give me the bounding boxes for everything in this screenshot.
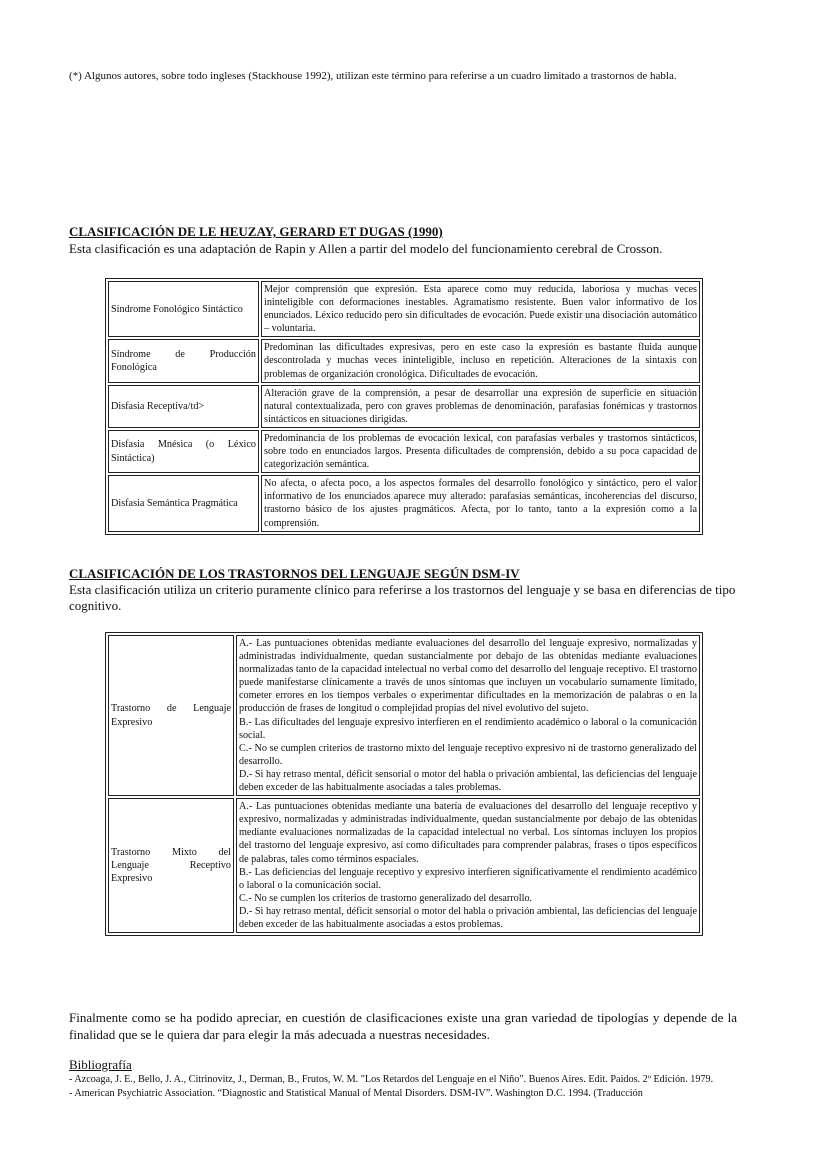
table-row bbox=[108, 339, 700, 382]
row-description: Predominan las dificultades expresivas, pero en este caso la expresión es bastante fluida aunque descontrolada y muchas veces ininteligible, incluso en repetición. Alteraciones de la sintaxis con problemas de organización cronológica. Dificultades de evocación. bbox=[261, 339, 700, 382]
row-label: Disfasia Receptiva/td> bbox=[108, 385, 259, 428]
row-description: Alteración grave de la comprensión, a pesar de desarrollar una expresión de superficie en situación natural contextualizada, pero con graves problemas de denominación, parafasias fonémicas y trastornos sintácticos en situaciones dirigidas. bbox=[261, 385, 700, 428]
row-description: Mejor comprensión que expresión. Esta aparece como muy reducida, laboriosa y muchas veces ininteligible con deformaciones inestables. Agramatismo resistente. Buen valor informativo de los enunciados. Léxico reducido pero sin dificultades de evocación. Puede existir una disociación automático – voluntaria. bbox=[261, 281, 700, 337]
section2-intro: Esta clasificación utiliza un criterio puramente clínico para referirse a los trastornos del lenguaje y se basa en diferencias de tipo cognitivo. bbox=[69, 582, 736, 613]
table-row bbox=[108, 798, 700, 933]
classification-table-heuzay bbox=[105, 278, 703, 535]
section2-title: CLASIFICACIÓN DE LOS TRASTORNOS DEL LENGUAJE SEGÚN DSM-IV bbox=[69, 566, 520, 581]
row-description: Predominancia de los problemas de evocación lexical, con parafasias verbales y trastornos sintácticos, sobre todo en enunciados largos. Presenta dificultades de comprensión, debido a su poca capacidad de categorización semántica. bbox=[261, 430, 700, 473]
classification-table-dsm-iv bbox=[105, 632, 703, 936]
table-row bbox=[108, 430, 700, 473]
row-label: Disfasia Mnésica (o Léxico Sintáctica) bbox=[108, 430, 259, 473]
criterion-a: A.- Las puntuaciones obtenidas mediante una batería de evaluaciones del desarrollo del lenguaje receptivo y expresivo, normalizadas y administradas individualmente, quedan sustancialmente por debajo de las obtenidas mediante evaluaciones normalizadas de la capacidad intelectual no verbal. Los síntomas incluyen los propios del trastorno del lenguaje expresivo, así como dificultades para comprender palabras, frases o tipos específicos de palabras, tales como términos espaciales. bbox=[239, 801, 697, 865]
row-criteria bbox=[236, 798, 700, 933]
criterion-c: C.- No se cumplen criterios de trastorno mixto del lenguaje receptivo expresivo ni de trastorno generalizado del desarrollo. bbox=[239, 742, 697, 767]
criterion-c: C.- No se cumplen los criterios de trastorno generalizado del desarrollo. bbox=[239, 892, 533, 904]
row-label: Síndrome Fonológico Sintáctico bbox=[108, 281, 259, 337]
bibliography-list bbox=[69, 1073, 737, 1101]
bibliography-entry: - Azcoaga, J. E., Bello, J. A., Citrinovitz, J., Derman, B., Frutos, W. M. "Los Retardos del Lenguaje en el Niño". Buenos Aires. Edit. Paidos. 2º Edición. 1979. bbox=[69, 1074, 714, 1085]
footnote: (*) Algunos autores, sobre todo ingleses (Stackhouse 1992), utilizan este término para referirse a un cuadro limitado a trastornos de habla. bbox=[69, 70, 677, 82]
row-label: Trastorno Mixto del Lenguaje Receptivo Expresivo bbox=[108, 798, 234, 933]
table-row bbox=[108, 635, 700, 796]
criterion-b: B.- Las deficiencias del lenguaje receptivo y expresivo interfieren significativamente el rendimiento académico o laboral o la comunicación social. bbox=[239, 866, 697, 891]
bibliography-entry: - American Psychiatric Association. “Diagnostic and Statistical Manual of Mental Disorders. DSM-IV”. Washington D.C. 1994. (Traducción bbox=[69, 1088, 643, 1099]
row-criteria bbox=[236, 635, 700, 796]
table-row bbox=[108, 281, 700, 337]
row-label: Trastorno de Lenguaje Expresivo bbox=[108, 635, 234, 796]
section1-title: CLASIFICACIÓN DE LE HEUZAY, GERARD ET DUGAS (1990) bbox=[69, 224, 443, 239]
section1-intro: Esta clasificación es una adaptación de Rapin y Allen a partir del modelo del funcionamiento cerebral de Crosson. bbox=[69, 241, 663, 256]
criterion-d: D.- Si hay retraso mental, déficit sensorial o motor del habla o privación ambiental, las deficiencias del lenguaje deben exceder de las habitualmente asociadas a estos problemas. bbox=[239, 905, 697, 930]
table-row bbox=[108, 385, 700, 428]
criterion-d: D.- Si hay retraso mental, déficit sensorial o motor del habla o privación ambiental, las deficiencias del lenguaje deben exceder de las habitualmente asociadas a tales problemas. bbox=[239, 768, 697, 794]
closing-paragraph: Finalmente como se ha podido apreciar, en cuestión de clasificaciones existe una gran variedad de tipologías y depende de la finalidad que se le quiera dar para elegir la más adecuada a nuestras necesidades. bbox=[69, 1010, 737, 1042]
criterion-b: B.- Las dificultades del lenguaje expresivo interfieren en el rendimiento académico o laboral o la comunicación social. bbox=[239, 716, 697, 741]
row-label: Disfasia Semántica Pragmática bbox=[108, 475, 259, 531]
row-label: Síndrome de Producción Fonológica bbox=[108, 339, 259, 382]
row-description: No afecta, o afecta poco, a los aspectos formales del desarrollo fonológico y sintáctico, pero el valor informativo de los enunciados aparece muy alterado: parafasias semánticas, incoherencias del discurso, trastorno básico de los ajustes pragmáticos. Afecta, por lo tanto, tanto a la expresión como a la comprensión. bbox=[261, 475, 700, 531]
criterion-a: A.- Las puntuaciones obtenidas mediante evaluaciones del desarrollo del lenguaje expresivo, normalizadas y administradas individualmente, quedan sustancialmente por debajo de las obtenidas mediante evaluaciones normalizadas tanto de la capacidad intelectual no verbal como del desarrollo del lenguaje receptivo. El trastorno puede manifestarse clínicamente a través de unos síntomas que incluyen un vocabulario sumamente limitado, cometer errores en los tiempos verbales o experimentar dificultades en la memorización de palabras o en la producción de frases de longitud o complejidad propias del nivel evolutivo del sujeto. bbox=[239, 638, 697, 715]
table-row bbox=[108, 475, 700, 531]
bibliography-title: Bibliografía bbox=[69, 1057, 132, 1072]
